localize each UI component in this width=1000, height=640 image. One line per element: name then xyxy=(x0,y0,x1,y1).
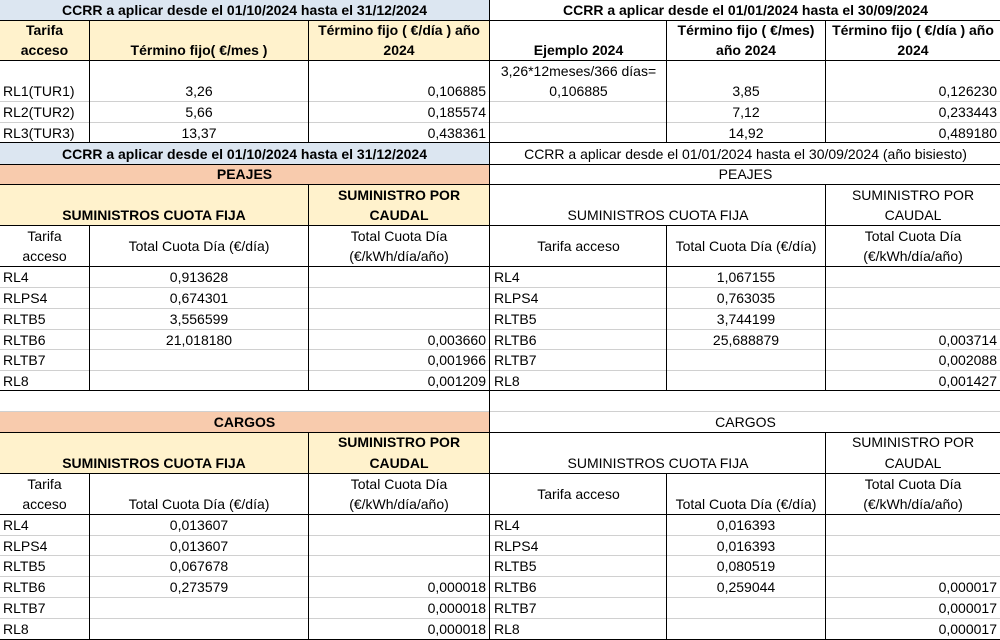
peajes-right-row-dia: 1,067155 xyxy=(716,269,776,285)
cargos-left-row-kwh: 0,000018 xyxy=(427,579,486,595)
mid-left-title: CCRR a aplicar desde el 01/10/2024 hasta el 31/12/2024 xyxy=(61,146,427,162)
peajes-left-row-kwh: 0,003660 xyxy=(427,332,486,348)
peajes-left-caudal-b: CAUDAL xyxy=(369,207,429,223)
grid-line xyxy=(0,349,1000,350)
grid-line xyxy=(825,432,826,640)
cargos-left-total-dia: Total Cuota Día (€/día) xyxy=(128,496,270,512)
tl-col3-b: 2024 xyxy=(383,42,415,58)
grid-line xyxy=(666,20,667,142)
peajes-left-row-tarifa: RLTB6 xyxy=(3,332,46,348)
cargos-left-row-tarifa: RLTB5 xyxy=(3,558,46,574)
peajes-left-cuota-fija: SUMINISTROS CUOTA FIJA xyxy=(62,207,246,223)
cargos-left-row-dia: 0,013607 xyxy=(169,538,229,554)
peajes-left-row-tarifa: RLTB5 xyxy=(3,311,46,327)
cargos-left-tarifa-b: acceso xyxy=(22,496,67,512)
grid-line xyxy=(666,473,667,640)
tl-row-mes: 13,37 xyxy=(181,125,217,141)
peajes-right-row-tarifa: RL4 xyxy=(494,269,520,285)
grid-line xyxy=(825,184,826,390)
peajes-right-row-tarifa: RLTB7 xyxy=(494,352,537,368)
cargos-right-cuota-fija: SUMINISTROS CUOTA FIJA xyxy=(567,455,749,471)
cargos-left-row-kwh: 0,000018 xyxy=(427,600,486,616)
peajes-left-tarifa-a: Tarifa xyxy=(27,228,62,244)
peajes-right-caudal-a: SUMINISTRO POR xyxy=(851,187,975,203)
peajes-right-total-dia: Total Cuota Día (€/día) xyxy=(675,238,817,254)
cargos-right-row-dia: 0,016393 xyxy=(716,538,776,554)
cargos-right-row-dia: 0,259044 xyxy=(716,579,776,595)
tr-ejemplo-line2: 0,106885 xyxy=(549,83,608,99)
grid-line xyxy=(308,184,309,390)
grid-line xyxy=(666,225,667,390)
cargos-left-caudal-a: SUMINISTRO POR xyxy=(337,434,461,450)
cargos-right-row-tarifa: RL8 xyxy=(494,621,520,637)
tl-row-dia: 0,185574 xyxy=(427,104,486,120)
peajes-left-total-dia: Total Cuota Día (€/día) xyxy=(128,238,270,254)
cargos-left-row-dia: 0,067678 xyxy=(169,558,229,574)
cargos-right-row-tarifa: RLTB6 xyxy=(494,579,537,595)
grid-line xyxy=(0,101,1000,102)
grid-line xyxy=(0,225,1000,226)
cargos-left-caudal-b: CAUDAL xyxy=(369,455,429,471)
grid-line xyxy=(0,555,1000,556)
peajes-right-row-kwh: 0,003714 xyxy=(938,332,997,348)
tr-row-mes: 14,92 xyxy=(728,125,764,141)
grid-line xyxy=(0,266,1000,267)
tr-row-mes: 7,12 xyxy=(732,104,760,120)
cargos-right-tarifa: Tarifa acceso xyxy=(537,486,620,502)
mid-right-title: CCRR a aplicar desde el 01/01/2024 hasta el 30/09/2024 (año bisiesto) xyxy=(524,146,967,162)
peajes-left-label: PEAJES xyxy=(216,166,273,182)
grid-line xyxy=(0,164,1000,165)
cargos-left-total-kwh-b: (€/kWh/día/año) xyxy=(349,496,449,512)
grid-line xyxy=(0,618,1000,619)
tr-row-mes: 3,85 xyxy=(732,83,760,99)
peajes-left-row-tarifa: RLTB7 xyxy=(3,352,46,368)
cargos-left-row-tarifa: RL4 xyxy=(3,517,29,533)
peajes-left-row-tarifa: RL4 xyxy=(3,269,29,285)
cargos-right-row-kwh: 0,000017 xyxy=(938,621,997,637)
cargos-right-row-dia: 0,016393 xyxy=(716,517,776,533)
cargos-left-label: CARGOS xyxy=(213,414,276,430)
grid-line xyxy=(308,432,309,640)
peajes-right-caudal-b: CAUDAL xyxy=(884,207,942,223)
tr-col2-a: Término fijo ( €/mes) xyxy=(677,22,815,38)
cargos-right-total-dia: Total Cuota Día (€/día) xyxy=(675,496,817,512)
tl-col2: Término fijo( €/mes ) xyxy=(130,42,268,58)
tr-row-dia: 0,489180 xyxy=(938,125,997,141)
grid-line xyxy=(0,411,1000,412)
peajes-right-row-kwh: 0,001427 xyxy=(938,373,997,389)
peajes-right-total-kwh-b: (€/kWh/día/año) xyxy=(863,248,963,264)
grid-line xyxy=(489,0,490,640)
cargos-right-caudal-b: CAUDAL xyxy=(884,455,942,471)
tl-row-tarifa: RL1(TUR1) xyxy=(3,83,75,99)
grid-line xyxy=(0,287,1000,288)
peajes-right-row-dia: 3,744199 xyxy=(716,311,776,327)
peajes-left-row-dia: 0,913628 xyxy=(169,269,229,285)
grid-line xyxy=(89,20,90,142)
peajes-right-row-tarifa: RLPS4 xyxy=(494,290,539,306)
top-right-title: CCRR a aplicar desde el 01/01/2024 hasta el 30/09/2024 xyxy=(562,2,928,18)
tr-ejemplo: Ejemplo 2024 xyxy=(533,42,624,58)
cargos-right-label: CARGOS xyxy=(715,414,776,430)
cargos-right-row-tarifa: RLPS4 xyxy=(494,538,539,554)
cargos-right-row-tarifa: RLTB7 xyxy=(494,600,537,616)
tr-ejemplo-line1: 3,26*12meses/366 días= xyxy=(500,63,657,79)
peajes-right-cuota-fija: SUMINISTROS CUOTA FIJA xyxy=(567,207,749,223)
peajes-left-total-kwh-b: (€/kWh/día/año) xyxy=(349,248,449,264)
tl-col1-b: acceso xyxy=(20,42,69,58)
tl-row-tarifa: RL2(TUR2) xyxy=(3,104,75,120)
cargos-right-total-kwh-b: (€/kWh/día/año) xyxy=(863,496,963,512)
grid-line xyxy=(0,473,1000,474)
cargos-left-tarifa-a: Tarifa xyxy=(27,476,62,492)
grid-line xyxy=(89,473,90,640)
peajes-right-total-kwh-a: Total Cuota Día xyxy=(864,228,962,244)
peajes-right-row-kwh: 0,002088 xyxy=(938,352,997,368)
peajes-right-tarifa: Tarifa acceso xyxy=(537,238,620,254)
tl-col1-a: Tarifa xyxy=(25,22,64,38)
cargos-left-row-kwh: 0,000018 xyxy=(427,621,486,637)
peajes-right-row-tarifa: RL8 xyxy=(494,373,520,389)
peajes-left-total-kwh-a: Total Cuota Día xyxy=(350,228,448,244)
grid-line xyxy=(0,308,1000,309)
peajes-left-row-kwh: 0,001209 xyxy=(427,373,486,389)
tl-row-mes: 5,66 xyxy=(185,104,213,120)
cargos-left-cuota-fija: SUMINISTROS CUOTA FIJA xyxy=(62,455,246,471)
tl-row-dia: 0,438361 xyxy=(427,125,486,141)
peajes-right-row-dia: 0,763035 xyxy=(716,290,776,306)
cargos-right-total-kwh-a: Total Cuota Día xyxy=(864,476,962,492)
peajes-left-row-kwh: 0,001966 xyxy=(427,352,486,368)
cargos-left-total-kwh-a: Total Cuota Día xyxy=(350,476,448,492)
tl-col3-a: Término fijo ( €/día ) año xyxy=(318,22,480,38)
peajes-right-row-dia: 25,688879 xyxy=(712,332,780,348)
tr-row-dia: 0,126230 xyxy=(938,83,997,99)
grid-line xyxy=(0,432,1000,433)
peajes-right-row-tarifa: RLTB5 xyxy=(494,311,537,327)
peajes-right-label: PEAJES xyxy=(718,166,773,182)
grid-line xyxy=(308,20,309,142)
grid-line xyxy=(0,514,1000,515)
grid-line xyxy=(0,390,1000,391)
tr-row-dia: 0,233443 xyxy=(938,104,997,120)
grid-line xyxy=(0,20,1000,21)
cargos-left-row-dia: 0,013607 xyxy=(169,517,229,533)
cargos-right-row-tarifa: RL4 xyxy=(494,517,520,533)
tl-row-mes: 3,26 xyxy=(185,83,213,99)
grid-line xyxy=(0,597,1000,598)
grid-line xyxy=(0,370,1000,371)
grid-line xyxy=(0,576,1000,577)
peajes-left-row-tarifa: RLPS4 xyxy=(3,290,48,306)
peajes-left-row-dia: 21,018180 xyxy=(165,332,233,348)
grid-line xyxy=(0,142,1000,143)
tr-col2-b: año 2024 xyxy=(716,42,776,58)
grid-line xyxy=(0,122,1000,123)
tl-row-dia: 0,106885 xyxy=(427,83,486,99)
cargos-left-row-tarifa: RL8 xyxy=(3,621,29,637)
cargos-left-row-tarifa: RLTB6 xyxy=(3,579,46,595)
top-left-title: CCRR a aplicar desde el 01/10/2024 hasta el 31/12/2024 xyxy=(61,2,427,18)
cargos-left-row-dia: 0,273579 xyxy=(169,579,229,595)
tr-col3-a: Término fijo ( €/día ) año xyxy=(832,22,994,38)
cargos-right-caudal-a: SUMINISTRO POR xyxy=(851,434,975,450)
peajes-left-row-tarifa: RL8 xyxy=(3,373,29,389)
peajes-left-tarifa-b: acceso xyxy=(22,248,67,264)
cargos-right-row-kwh: 0,000017 xyxy=(938,600,997,616)
peajes-left-caudal-a: SUMINISTRO POR xyxy=(337,187,461,203)
grid-line xyxy=(0,329,1000,330)
cargos-right-row-tarifa: RLTB5 xyxy=(494,558,537,574)
tl-row-tarifa: RL3(TUR3) xyxy=(3,125,75,141)
cargos-right-row-dia: 0,080519 xyxy=(716,558,776,574)
peajes-right-row-tarifa: RLTB6 xyxy=(494,332,537,348)
grid-line xyxy=(0,184,1000,185)
cargos-right-row-kwh: 0,000017 xyxy=(938,579,997,595)
grid-line xyxy=(0,60,1000,61)
grid-line xyxy=(89,225,90,390)
peajes-left-row-dia: 0,674301 xyxy=(169,290,229,306)
peajes-left-row-dia: 3,556599 xyxy=(169,311,229,327)
cargos-left-row-tarifa: RLTB7 xyxy=(3,600,46,616)
tr-col3-b: 2024 xyxy=(897,42,929,58)
grid-line xyxy=(825,20,826,142)
cargos-left-row-tarifa: RLPS4 xyxy=(3,538,48,554)
grid-line xyxy=(0,535,1000,536)
